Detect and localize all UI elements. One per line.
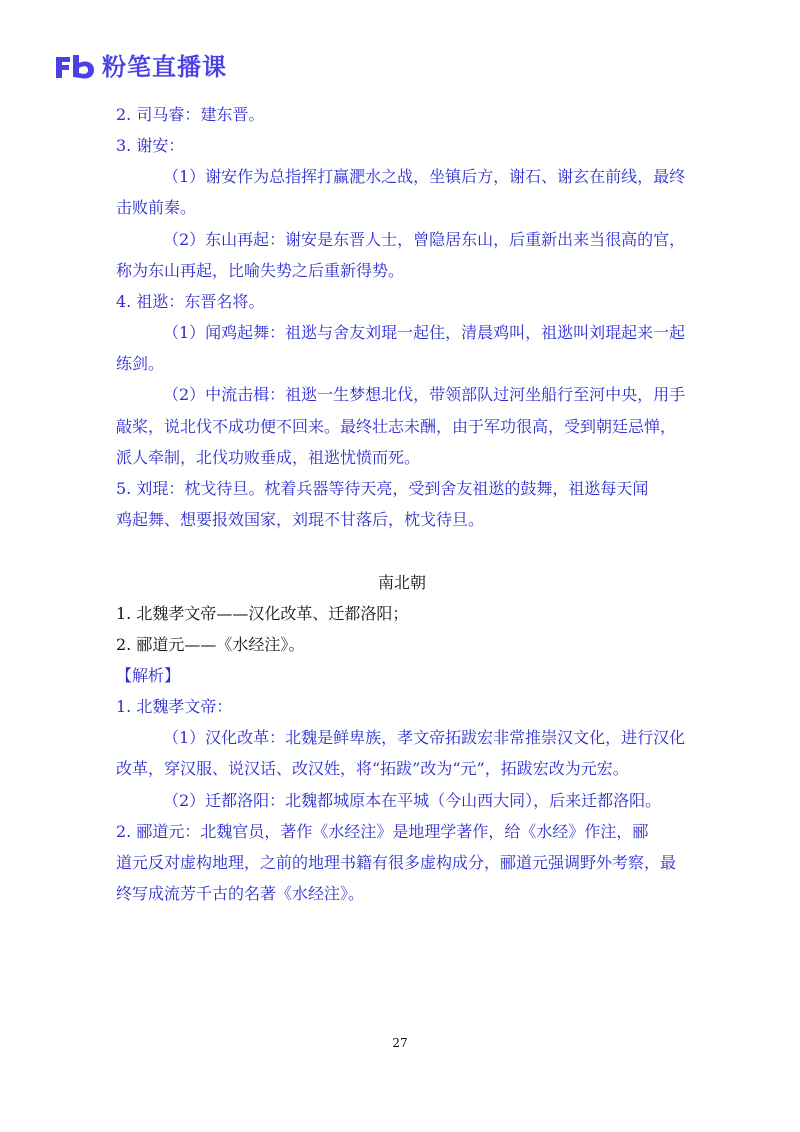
- text-line: 5. 刘琨：枕戈待旦。枕着兵器等待天亮，受到舍友祖逖的鼓舞，祖逖每天闻: [116, 479, 649, 498]
- text-line: 鸡起舞、想要报效国家，刘琨不甘落后，枕戈待旦。: [116, 510, 485, 529]
- text-line: 敲桨，说北伐不成功便不回来。最终壮志未酬，由于军功很高，受到朝廷忌惮，: [116, 417, 677, 436]
- text-line: 1. 北魏孝文帝：: [116, 697, 233, 716]
- text-line: 练剑。: [116, 354, 165, 373]
- text-line: 终写成流芳千古的名著《水经注》。: [116, 884, 365, 903]
- text-line: （1）闻鸡起舞：祖逖与舍友刘琨一起住，清晨鸡叫，祖逖叫刘琨起来一起: [163, 323, 686, 342]
- brand-logo: [54, 52, 227, 82]
- analysis-label: 【解析】: [116, 666, 181, 685]
- text-line: 3. 谢安：: [116, 136, 185, 155]
- text-line: 击败前秦。: [116, 198, 197, 217]
- text-line: （2）东山再起：谢安是东晋人士，曾隐居东山，后重新出来当很高的官，: [163, 230, 686, 249]
- text-line: 2. 司马睿：建东晋。: [116, 105, 265, 124]
- text-line: 派人牵制，北伐功败垂成，祖逖忧愤而死。: [116, 448, 421, 467]
- text-line: 2. 郦道元——《水经注》。: [116, 635, 305, 654]
- text-line: （1）谢安作为总指挥打赢淝水之战，坐镇后方，谢石、谢玄在前线，最终: [163, 167, 686, 186]
- text-line: 改革，穿汉服、说汉话、改汉姓，将“拓跋”改为“元”，拓跋宏改为元宏。: [116, 759, 629, 778]
- page-number: 27: [392, 1036, 408, 1050]
- text-line: 2. 郦道元：北魏官员，著作《水经注》是地理学著作，给《水经》作注，郦: [116, 822, 649, 841]
- text-line: 1. 北魏孝文帝——汉化改革、迁都洛阳；: [116, 604, 409, 623]
- text-line: （2）迁都洛阳：北魏都城原本在平城（今山西大同），后来迁都洛阳。: [163, 791, 662, 810]
- text-line: 称为东山再起，比喻失势之后重新得势。: [116, 261, 405, 280]
- section-title: 南北朝: [377, 573, 426, 592]
- text-line: （1）汉化改革：北魏是鲜卑族，孝文帝拓跋宏非常推崇汉文化，进行汉化: [163, 728, 686, 747]
- text-line: 4. 祖逖：东晋名将。: [116, 292, 265, 311]
- fb-logo-icon: [54, 53, 96, 81]
- text-line: （2）中流击楫：祖逖一生梦想北伐，带领部队过河坐船行至河中央，用手: [163, 385, 686, 404]
- logo-text: 粉笔直播课: [102, 53, 227, 81]
- text-line: 道元反对虚构地理，之前的地理书籍有很多虚构成分，郦道元强调野外考察，最: [116, 853, 677, 872]
